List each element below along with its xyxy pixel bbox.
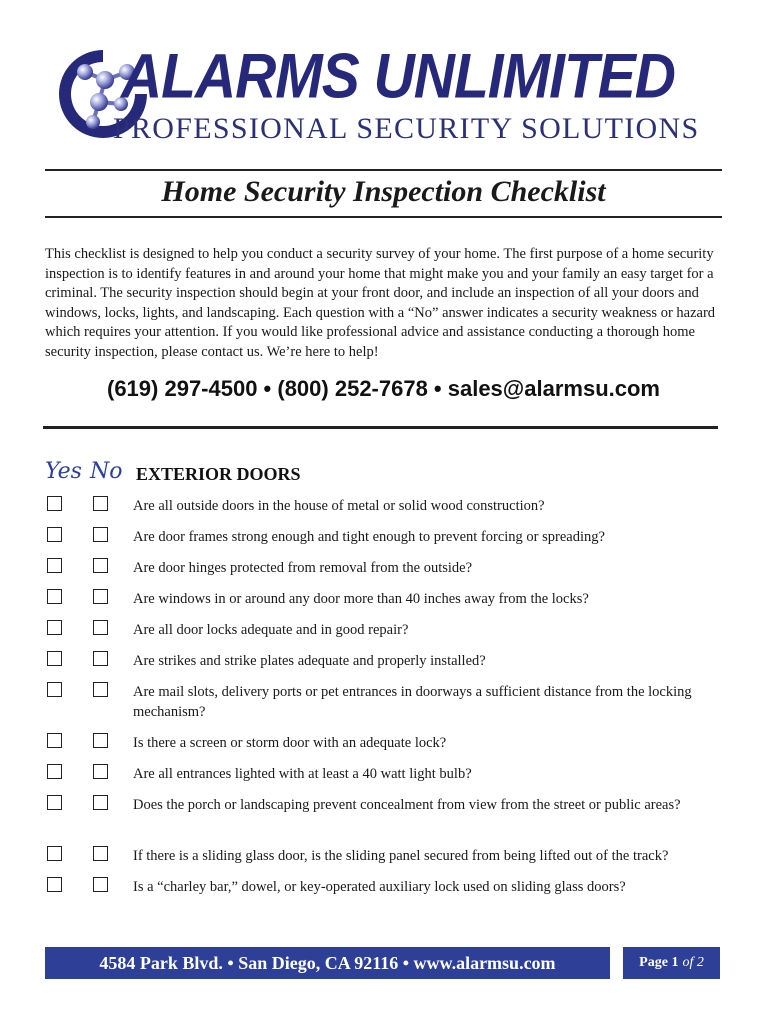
yes-checkbox[interactable] [47,651,62,666]
no-checkbox[interactable] [93,496,108,511]
company-logo [55,41,725,146]
no-checkbox[interactable] [93,795,108,810]
yes-checkbox[interactable] [47,764,62,779]
no-checkbox[interactable] [93,682,108,697]
no-checkbox[interactable] [93,733,108,748]
no-checkbox[interactable] [93,651,108,666]
yes-checkbox[interactable] [47,589,62,604]
yes-checkbox[interactable] [47,846,62,861]
page-total: of 2 [682,955,704,970]
page-indicator [623,947,720,979]
company-tagline: PROFESSIONAL SECURITY SOLUTIONS [113,112,700,145]
title-top-rule [45,169,722,171]
no-column-label: No [90,459,123,484]
no-checkbox[interactable] [93,877,108,892]
title-bottom-rule [45,216,722,218]
yes-checkbox[interactable] [47,877,62,892]
no-checkbox[interactable] [93,589,108,604]
page-title: Home Security Inspection Checklist [161,175,606,208]
question-text: Are door hinges protected from removal from the outside? [133,560,473,576]
company-name: ALARMS UNLIMITED [121,41,675,112]
question-text: Is a “charley bar,” dowel, or key-operated auxiliary lock used on sliding glass doors? [133,879,626,895]
question-text: Are all entrances lighted with at least a 40 watt light bulb? [133,766,472,782]
question-text: Are strikes and strike plates adequate and properly installed? [133,653,486,669]
contact-line: (619) 297-4500 • (800) 252-7678 • sales@alarmsu.com [107,376,660,401]
yes-checkbox[interactable] [47,496,62,511]
yes-checkbox[interactable] [47,558,62,573]
question-text: Does the porch or landscaping prevent concealment from view from the street or public areas? [133,797,681,813]
footer-address: 4584 Park Blvd. • San Diego, CA 92116 • www.alarmsu.com [45,947,610,979]
yes-checkbox[interactable] [47,527,62,542]
no-checkbox[interactable] [93,527,108,542]
question-text: Are door frames strong enough and tight enough to prevent forcing or spreading? [133,529,605,545]
no-checkbox[interactable] [93,846,108,861]
question-text: Are all outside doors in the house of metal or solid wood construction? [133,498,545,514]
yes-checkbox[interactable] [47,733,62,748]
yes-checkbox[interactable] [47,682,62,697]
question-text: Is there a screen or storm door with an adequate lock? [133,735,447,751]
no-checkbox[interactable] [93,558,108,573]
question-text: Are windows in or around any door more than 40 inches away from the locks? [133,591,589,607]
section-heading: EXTERIOR DOORS [136,464,301,484]
yes-checkbox[interactable] [47,795,62,810]
question-text: If there is a sliding glass door, is the sliding panel secured from being lifted out of the track? [133,848,669,864]
question-text: Are all door locks adequate and in good repair? [133,622,409,638]
page-number: Page 1 [639,955,679,970]
no-checkbox[interactable] [93,620,108,635]
intro-paragraph: This checklist is designed to help you conduct a security survey of your home. The first purpose of a home security inspection is to identify features in and around your home that might make you and your family an easy target for a criminal. The security inspection should begin at your front door, and include an inspection of all your doors and windows, locks, lights, and landscaping. Each question with a “No” answer indicates a security weakness or hazard which requires your attention. If you would like professional advice and assistance conducting a thorough home security inspection, please contact us. We’re here to help! [45,246,716,360]
yes-column-label: Yes [45,459,82,484]
yes-checkbox[interactable] [47,620,62,635]
question-text: Are mail slots, delivery ports or pet entrances in doorways a sufficient distance from the locking mechanism? [133,684,692,720]
contact-rule [43,426,718,429]
no-checkbox[interactable] [93,764,108,779]
